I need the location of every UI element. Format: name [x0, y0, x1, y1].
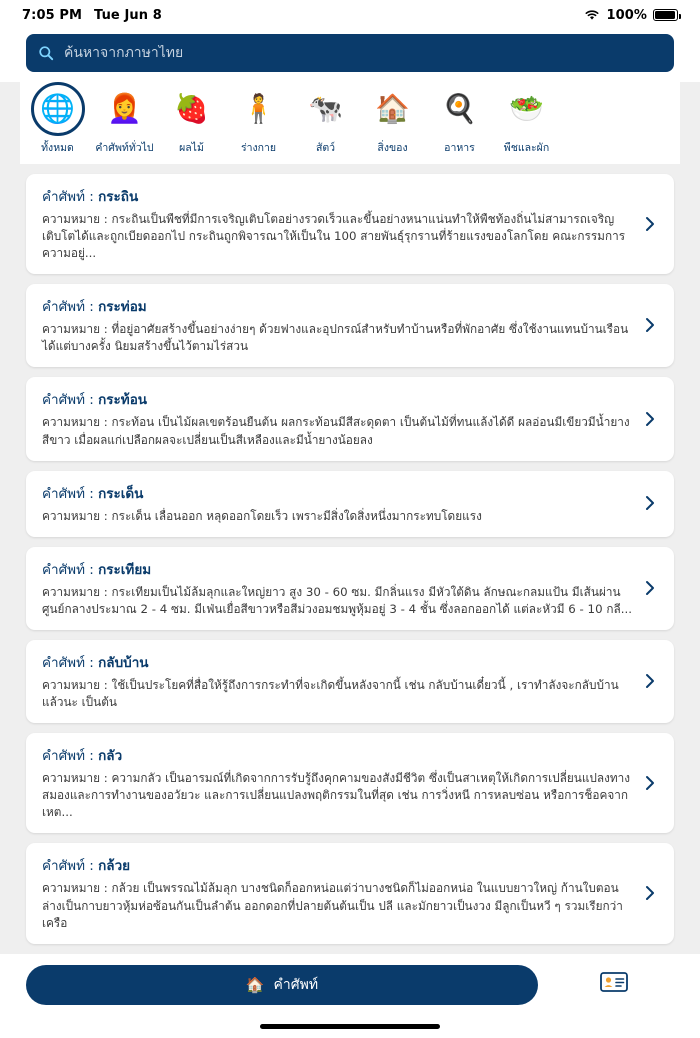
list-item[interactable]: [26, 471, 674, 537]
definition-line: [42, 677, 632, 711]
home-icon: 🏠: [245, 975, 265, 994]
word-line: [42, 744, 632, 766]
battery-icon: [653, 9, 678, 21]
search-icon: [38, 45, 54, 61]
vocabulary-list[interactable]: [0, 164, 700, 954]
home-indicator[interactable]: [260, 1024, 440, 1029]
word-value: กระเด็น: [98, 485, 144, 502]
chevron-right-icon[interactable]: [640, 411, 660, 427]
contact-card-button[interactable]: [554, 965, 674, 1005]
word-value: กระเทียม: [98, 561, 152, 578]
chevron-right-icon[interactable]: [640, 775, 660, 791]
definition-value: ความกลัว เป็นอารมณ์ที่เกิดจากการรับรู้ถึงคุกคามของสังมีชีวิต ซึ่งเป็นสาเหตุให้เกิดการเปลี่ยนแปลงทางสมองและการทำงานของอวัยวะ และการเปลี่ยนแปลงพฤติกรรมในที่สุด เช่น การวิ่งหนี การหลบซ่อน หรือการช็อคจากเหต...: [42, 771, 631, 820]
word-label: คำศัพท์ :: [42, 561, 94, 578]
search-input[interactable]: [64, 45, 662, 61]
category-label: สัตว์: [315, 142, 336, 154]
search-bar-container: [0, 30, 700, 82]
list-item-content: [42, 744, 632, 821]
search-box[interactable]: [26, 34, 674, 72]
list-item[interactable]: [26, 733, 674, 833]
chevron-right-icon[interactable]: [640, 673, 660, 689]
category-label: ทั้งหมด: [41, 142, 74, 154]
word-line: [42, 854, 632, 876]
definition-line: [42, 211, 632, 262]
globe-grid-icon: 🌐: [31, 82, 85, 136]
people-icon: 👩‍🦰: [107, 92, 142, 125]
definition-label: ความหมาย :: [42, 322, 108, 337]
word-value: กระถิน: [98, 189, 139, 205]
battery-percent-label: 100%: [606, 7, 647, 23]
definition-line: [42, 880, 632, 931]
definition-value: ที่อยู่อาศัยสร้างขึ้นอย่างง่ายๆ ด้วยฟางและอุปกรณ์สำหรับทำบ้านหรือที่พักอาศัย ซึ่งใช้งานแทนบ้านเรือนได้แต่บางครั้ง นิยมสร้างขึ้นไว้ตามไร่สวน: [42, 322, 629, 354]
definition-value: ใช้เป็นประโยคที่สื่อให้รู้ถึงการกระทำที่จะเกิดขึ้นหลังจากนี้ เช่น กลับบ้านเดี๋ยวนี้ , เราทำลังจะกลับบ้านแล้วนะ เป็นต้น: [42, 677, 619, 710]
chevron-right-icon[interactable]: [640, 885, 660, 901]
definition-value: กล้วย เป็นพรรณไม้ล้มลุก บางชนิดก็ออกหน่อแต่ว่าบางชนิดก็ไม่ออกหน่อ ในแบบยาวใหญ่ ก้านใบตอนล่างเป็นกาบยาวหุ้มห่อซ้อนกันเป็นลำต้น ออกดอกที่ปลายต้นต้นเป็น ปลี และมักยาวเป็นงวง มีลูกเป็นหวี ๆ รวมเรียกว่า เครือ: [42, 881, 623, 930]
chevron-right-icon[interactable]: [640, 317, 660, 333]
definition-value: กระเด็น เลื่อนออก หลุดออกโดยเร็ว เพราะมีสิ่งใดสิ่งหนึ่งมากระทบโดยแรง: [111, 508, 482, 523]
food-egg-icon: 🍳: [442, 92, 477, 125]
word-label: คำศัพท์ :: [42, 485, 94, 502]
chevron-right-icon[interactable]: [640, 495, 660, 511]
word-value: กล้วย: [98, 858, 131, 875]
word-line: [42, 388, 632, 410]
contact-card-icon: [600, 972, 628, 998]
status-time: 7:05 PM: [22, 7, 83, 23]
status-right-cluster: [584, 8, 678, 23]
definition-label: ความหมาย :: [42, 584, 108, 599]
list-item[interactable]: [26, 284, 674, 367]
vocabulary-tab-button[interactable]: [26, 965, 538, 1005]
list-item-content: [42, 482, 632, 525]
word-line: [42, 651, 632, 673]
word-label: คำศัพท์ :: [42, 392, 94, 409]
list-item-content: [42, 558, 632, 618]
body-icon: 🧍: [241, 92, 276, 125]
list-item[interactable]: [26, 547, 674, 630]
status-bar: [0, 0, 700, 30]
category-item-general[interactable]: [91, 82, 158, 156]
home-indicator-area: [0, 1016, 700, 1038]
word-label: คำศัพท์ :: [42, 654, 94, 671]
category-label: คำศัพท์ทั่วไป: [95, 142, 154, 154]
word-value: กลัว: [98, 748, 123, 765]
word-label: คำศัพท์ :: [42, 189, 94, 205]
chevron-right-icon[interactable]: [640, 216, 660, 232]
category-item-all[interactable]: [24, 82, 91, 156]
definition-line: [42, 414, 632, 448]
list-item-content: [42, 185, 632, 262]
category-item-body[interactable]: [225, 82, 292, 156]
definition-line: [42, 770, 632, 821]
list-item[interactable]: [26, 843, 674, 943]
list-item[interactable]: [26, 377, 674, 460]
definition-label: ความหมาย :: [42, 771, 108, 786]
word-value: กระท้อน: [98, 392, 148, 409]
list-item-content: [42, 651, 632, 711]
category-label: พืชและผัก: [503, 142, 550, 154]
animal-cow-icon: 🐄: [308, 92, 343, 125]
list-item-content: [42, 854, 632, 931]
definition-value: กระท้อน เป็นไม้ผลเขตร้อนยืนต้น ผลกระท้อนมีสีสะดุดตา เป็นต้นไม้ที่ทนแล้งได้ดี ผลอ่อนมีเขียวมีน้ำยางสีขาว เมื่อผลแก่เปลือกผลจะเปลี่ยนเป็นสีเหลืองและมีน้ำยางน้อยลง: [42, 415, 630, 447]
word-line: [42, 185, 632, 207]
category-label: ร่างกาย: [240, 142, 277, 154]
category-item-animal[interactable]: [292, 82, 359, 156]
category-item-plants[interactable]: [493, 82, 560, 156]
word-line: [42, 295, 632, 317]
definition-line: [42, 584, 632, 618]
category-item-objects[interactable]: [359, 82, 426, 156]
word-value: กลับบ้าน: [98, 654, 149, 671]
definition-label: ความหมาย :: [42, 415, 108, 430]
word-value: กระท่อม: [98, 299, 147, 316]
definition-value: กระถินเป็นพืชที่มีการเจริญเติบโตอย่างรวดเร็วและขึ้นอย่างหนาแน่นทำให้พืชท้องถิ่นไม่สามารถเจริญเติบโตได้และถูกเบียดออกไป กระถินถูกพิจารณาให้เป็นใน 100 สายพันธุ์รุกรานที่ร้ายแรงของโลกโดย คณะกรรมการความอยู่...: [42, 212, 626, 261]
vocabulary-tab-label: คำศัพท์: [273, 976, 319, 993]
category-item-food[interactable]: [426, 82, 493, 156]
definition-label: ความหมาย :: [42, 508, 108, 523]
definition-label: ความหมาย :: [42, 881, 108, 896]
word-label: คำศัพท์ :: [42, 299, 94, 316]
word-line: [42, 482, 632, 504]
definition-line: [42, 321, 632, 355]
chevron-right-icon[interactable]: [640, 580, 660, 596]
definition-label: ความหมาย :: [42, 212, 108, 226]
list-item-content: [42, 295, 632, 355]
list-item[interactable]: [26, 640, 674, 723]
wifi-icon: [584, 9, 600, 21]
definition-line: [42, 508, 632, 525]
category-strip[interactable]: [0, 82, 700, 164]
status-date: Tue Jun 8: [94, 7, 162, 23]
definition-value: กระเทียมเป็นไม้ล้มลุกและใหญ่ยาว สูง 30 - 60 ซม. มีกลิ่นแรง มีหัวใต้ดิน ลักษณะกลมแป้น มีเส้นผ่านศูนย์กลางประมาณ 2 - 4 ซม. มีเฟ่นเยื่อสีขาวหรือสีม่วงอมชมพูหุ้มอยู่ 3 - 4 ชั้น ซึ่งลอกออกได้ แต่ละหัวมี 6 - 10 กลี...: [42, 584, 632, 616]
word-label: คำศัพท์ :: [42, 748, 94, 765]
category-item-fruit[interactable]: [158, 82, 225, 156]
fruit-icon: 🍓: [174, 92, 209, 125]
category-label: อาหาร: [444, 142, 475, 154]
definition-label: ความหมาย :: [42, 677, 108, 692]
category-label: ผลไม้: [179, 142, 204, 154]
category-label: สิ่งของ: [377, 142, 408, 154]
bottom-toolbar: [0, 954, 700, 1016]
list-item-content: [42, 388, 632, 448]
word-label: คำศัพท์ :: [42, 858, 94, 875]
plant-vegetable-icon: 🥗: [509, 92, 544, 125]
object-house-icon: 🏠: [375, 92, 410, 125]
word-line: [42, 558, 632, 580]
list-item[interactable]: [26, 174, 674, 274]
